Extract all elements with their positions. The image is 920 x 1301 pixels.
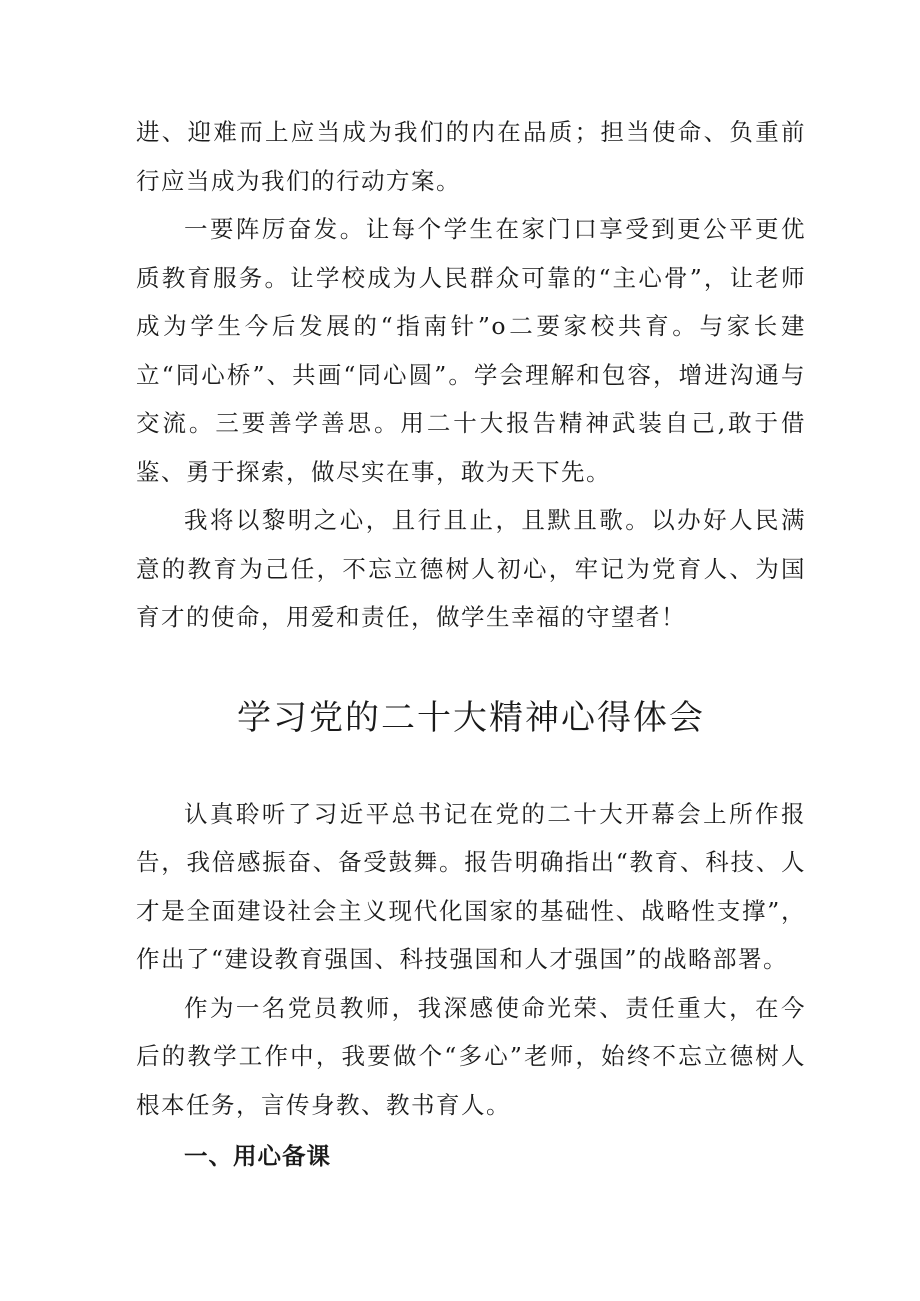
article-title: 学习党的二十大精神心得体会 <box>237 697 705 738</box>
document-page <box>136 108 806 1180</box>
body-paragraph: 认真聆听了习近平总书记在党的二十大开幕会上所作报告，我倍感振奋、备受鼓舞。报告明确指出“教育、科技、人才是全面建设社会主义现代化国家的基础性、战略性支撑”，作出了“建设教育强国、科技强国和人才强国”的战略部署。 <box>136 799 806 973</box>
body-paragraph: 一要阵厉奋发。让每个学生在家门口享受到更公平更优质教育服务。让学校成为人民群众可靠的“主心骨”，让老师成为学生今后发展的“指南针”o二要家校共育。与家长建立“同心桥”、共画“同心圆”。学会理解和包容，增进沟通与交流。三要善学善思。用二十大报告精神武装自己,敢于借鉴、勇于探索，做尽实在事，敢为天下先。 <box>136 215 806 486</box>
body-paragraph: 我将以黎明之心，且行且止，且默且歌。以办好人民满意的教育为己任，不忘立德树人初心，牢记为党育人、为国育才的使命，用爱和责任，做学生幸福的守望者！ <box>136 506 806 631</box>
body-paragraph: 作为一名党员教师，我深感使命光荣、责任重大，在今后的教学工作中，我要做个“多心”老师，始终不忘立德树人根本任务，言传身教、教书育人。 <box>136 993 806 1119</box>
section-heading: 一、用心备课 <box>184 1142 331 1170</box>
continued-paragraph: 进、迎难而上应当成为我们的内在品质；担当使命、负重前行应当成为我们的行动方案。 <box>136 118 806 195</box>
